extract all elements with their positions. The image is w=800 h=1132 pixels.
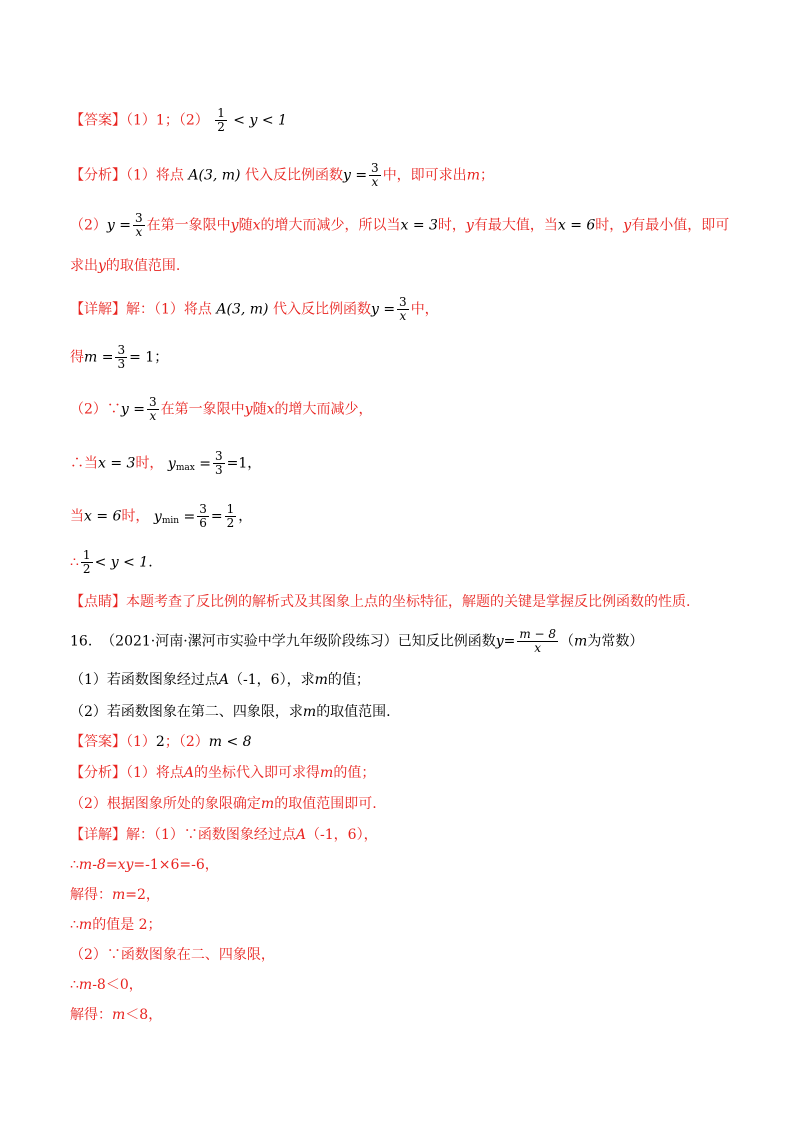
answer-value-2: m < 8 [208,734,252,750]
equals-1: =1， [226,455,262,472]
var-x: x [252,217,261,234]
answer-tag: 【答案】 [70,112,126,129]
detail-tag: 【详解】 [70,301,126,318]
detail-tag: 【详解】 [70,827,126,843]
q16-detail-line-3: 解得：m=2， [70,887,160,903]
q15-detail-line-4 [70,450,261,478]
y-min: $y_{min}$ = [153,508,196,526]
q15-answer-line [70,107,287,134]
fraction-one-half: $\frac{1}{2}$ [217,106,225,134]
x-equals-3: x = 3 [400,217,438,234]
detail-text: 当 [70,508,84,525]
analysis-text: 在第一象限中 [146,217,231,234]
func-y: y= [495,633,516,650]
q16-detail-line-7: 解得：m＜8， [70,1007,163,1023]
x-equals-6: x = 6 [84,508,122,525]
detail-text: 随 [252,401,267,418]
func-y: y = [370,301,396,318]
detail-text: 代入反比例函数 [272,301,371,318]
fraction-3-over-x: $\frac{3}{x}$ [149,395,157,423]
var-m: m [302,704,317,720]
q15-analysis-line-1 [70,162,494,189]
var-m: m [314,672,328,688]
y-max: $y_{max}$ = [167,455,211,473]
detail-text: 时， [121,508,150,525]
var-m: m [574,633,588,650]
point-a: A(3, m) [216,301,269,318]
fraction-3-over-3: $\frac{3}{3}$ [117,343,126,371]
q15-detail-line-2 [70,344,168,371]
fraction-3-over-3: $\frac{3}{3}$ [214,449,223,477]
detail-text: 解：（1）将点 [126,301,212,318]
analysis-text: 求出 [70,258,98,274]
analysis-tag: 【分析】 [70,765,126,781]
point-a: A [218,672,230,688]
fraction-1-over-2: $\frac{1}{2}$ [226,502,235,530]
analysis-text: 代入反比例函数 [244,167,343,184]
detail-text: 时， [135,455,164,472]
q16-detail-line-5: （2）∵函数图象在二、四象限， [70,947,275,963]
analysis-text: （2） [70,217,107,234]
detail-text: ∴当 [70,455,98,472]
analysis-text: 有最大值，当 [473,217,558,234]
q15-detail-line-5: 当x = 6时， $y_{min}$ = $\frac{3}{6}$ = $\frac{1}{2}$ ， [70,502,253,530]
analysis-text: 有最小值，即可 [631,217,730,234]
detail-text: 的增大而减少， [274,401,373,418]
analysis-text: （1）将点 [126,167,184,184]
answer-value-1: 2 [155,734,165,750]
fraction-3-over-x: $\frac{3}{x}$ [371,161,379,189]
analysis-text: 时， [595,217,624,234]
q15-detail-line-3 [70,396,372,423]
fraction-3-over-x: $\frac{3}{x}$ [399,295,407,323]
fraction-1-over-2: $\frac{1}{2}$ [82,548,91,576]
q15-comment-line [70,592,690,612]
detail-text: 在第一象限中 [160,401,245,418]
var-m: m [466,167,480,184]
answer-tag: 【答案】 [70,734,126,750]
inequality: < y < 1 [94,554,149,571]
analysis-text: 时， [437,217,466,234]
func-y: y = [342,167,368,184]
var-x: x [266,401,275,418]
var-y: y [230,217,239,234]
var-y: y [465,217,474,234]
therefore-symbol: ∴ [70,554,79,571]
analysis-text: 随 [238,217,253,234]
analysis-tag: 【分析】 [70,167,126,184]
x-equals-6: x = 6 [557,217,596,234]
q15-detail-line-1 [70,296,439,323]
var-y: y [244,401,253,418]
fraction-3-over-x: $\frac{3}{x}$ [135,211,143,239]
q15-analysis-line-3 [70,256,180,276]
fraction-3-over-6: $\frac{3}{6}$ [199,502,207,530]
q16-question-line: 16. （2021·河南·漯河市实验中学九年级阶段练习）已知反比例函数y= $\frac{m - 8}{x}$ （m为常数） [70,627,644,655]
detail-text: 中， [410,301,439,318]
comma: ， [238,508,253,525]
q15-detail-line-6 [70,549,153,576]
analysis-text: 中，即可求出 [382,167,467,184]
equals-1: = 1； [129,349,169,366]
q16-sub-1: （1）若函数图象经过点A（-1，6），求m的值； [70,672,370,688]
var-y: y [98,258,106,274]
question-source: （2021·河南·漯河市实验中学九年级阶段练习）已知反比例函数 [101,633,496,650]
comment-tag: 【点睛】 [70,594,126,610]
period: . [148,554,153,571]
detail-text: （2）∵ [70,401,121,418]
q16-answer-line: 【答案】（1）2；（2）m < 8 [70,734,252,750]
q16-analysis-line-2: （2）根据图象所处的象限确定m的取值范围即可. [70,796,377,812]
q16-detail-line-4: ∴m的值是 2； [70,917,162,933]
answer-text: （1）1；（2） [126,112,209,129]
question-number: 16. [70,633,93,650]
x-equals-3: x = 3 [98,455,136,472]
point-a: A(3, m) [188,167,241,184]
q16-detail-line-1: 【详解】解：（1）∵函数图象经过点A（-1，6）， [70,827,378,843]
q16-detail-line-6: ∴m-8＜0， [70,977,143,993]
detail-text: 得 [70,349,84,366]
func-y: y = [120,401,146,418]
var-y: y [623,217,632,234]
fraction-m-minus-8-over-x: $\frac{m - 8}{x}$ [519,627,557,655]
inequality: < y < 1 [233,112,287,129]
m-equals: m = [84,349,114,366]
q16-sub-2: （2）若函数图象在第二、四象限，求m的取值范围. [70,704,391,720]
analysis-text: 的取值范围. [105,258,181,274]
q16-analysis-line-1: 【分析】（1）将点A的坐标代入即可求得m的值； [70,765,376,781]
func-y: y = [106,217,132,234]
analysis-text: 的增大而减少，所以当 [260,217,401,234]
comment-text: 本题考查了反比例的解析式及其图象上点的坐标特征，解题的关键是掌握反比例函数的性质. [126,594,691,610]
analysis-text: ； [479,167,494,184]
q15-analysis-line-2 [70,212,729,239]
q16-detail-line-2: ∴m-8=xy=-1×6=-6， [70,857,219,873]
